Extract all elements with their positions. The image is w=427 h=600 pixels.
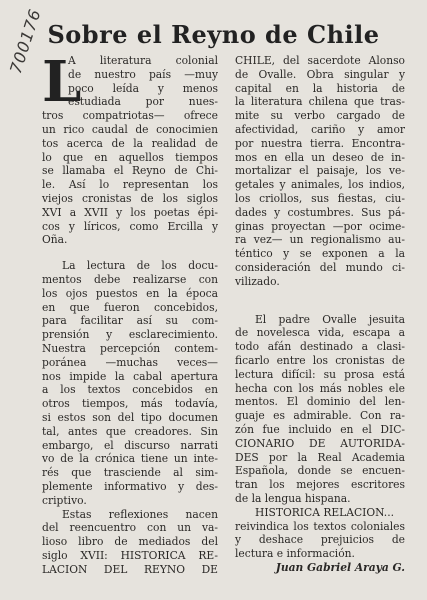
text-line: ficarlo entre los cronistas de (235, 353, 405, 367)
text-line: poco leída y menos (68, 81, 218, 95)
text-line: estudiada por nues- (68, 95, 218, 109)
text-line: Española, donde se encuen- (235, 464, 405, 478)
text-line: a los textos concebidos en (42, 383, 218, 397)
text-line: DES por la Real Academia (235, 450, 405, 464)
text-line: CIONARIO DE AUTORIDA- (235, 436, 405, 450)
text-line: guaje es admirable. Con ra- (235, 409, 405, 423)
text-line: La lectura de los docu- (62, 259, 218, 273)
text-line: mentos debe realizarse con (42, 272, 218, 286)
text-line: ra vez— un regionalismo au- (235, 233, 405, 247)
text-line: consideración del mundo ci- (235, 260, 405, 274)
drop-cap: L (42, 49, 82, 115)
text-line: Nuestra percepción contem- (42, 341, 218, 355)
text-line: lioso libro de mediados del (42, 535, 218, 549)
text-line: zón fue incluido en el DIC- (235, 422, 405, 436)
text-line: otros tiempos, más todavía, (42, 397, 218, 411)
text-line: siglo XVII: HISTORICA RE- (42, 548, 218, 562)
text-line: y deshace prejuicios de (235, 533, 405, 547)
text-line: los criollos, sus fiestas, ciu- (235, 191, 405, 205)
text-line: capital en la historia de (235, 81, 405, 95)
text-line: un rico caudal de conocimien (42, 122, 218, 136)
text-line: mentos. El dominio del len- (235, 395, 405, 409)
text-line: para facilitar así su com- (42, 314, 218, 328)
text-line: ginas proyectan —por ocime- (235, 219, 405, 233)
paragraph-gap (42, 247, 218, 259)
text-line: viejos cronistas de los siglos (42, 191, 218, 205)
paragraph-gap (235, 289, 405, 301)
text-line: tal, antes que creadores. Sin (42, 424, 218, 438)
article-headline: Sobre el Reyno de Chile (47, 20, 380, 49)
text-line: afectividad, cariño y amor (235, 122, 405, 136)
text-line: de novelesca vida, escapa a (235, 326, 405, 340)
text-line: lo que en aquellos tiempos (42, 150, 218, 164)
text-line: tos acerca de la realidad de (42, 136, 218, 150)
text-line: los ojos puestos en la época (42, 286, 218, 300)
text-line: poránea —muchas veces— (42, 355, 218, 369)
text-line: El padre Ovalle jesuita (255, 312, 405, 326)
handwritten-annotation: 700176 (6, 6, 45, 76)
text-line: en que fueron concebidos, (42, 300, 218, 314)
text-line: lectura difícil: su prosa está (235, 367, 405, 381)
text-line: Oña. (42, 233, 68, 247)
text-line: todo afán destinado a clasi- (235, 340, 405, 354)
text-line: vo de la crónica tiene un inte- (42, 452, 218, 466)
text-line: mortalizar el paisaje, los ve- (235, 164, 405, 178)
author-signature: Juan Gabriel Araya G. (275, 560, 405, 574)
article-column-2 (235, 54, 405, 575)
paragraph-gap (235, 301, 405, 313)
text-line: embargo, el discurso narrati (42, 438, 218, 452)
text-line: le. Así lo representan los (42, 178, 218, 192)
text-line: de la lengua hispana. (235, 491, 351, 505)
text-line: de Ovalle. Obra singular y (235, 67, 405, 81)
text-line: mite su verbo cargado de (235, 109, 405, 123)
text-line: nos impide la cabal apertura (42, 369, 218, 383)
text-line: getales y animales, los indios, (235, 178, 405, 192)
text-line: CHILE, del sacerdote Alonso (235, 54, 405, 67)
text-line: LACION DEL REYNO DE (42, 562, 218, 576)
text-line: XVI a XVII y los poetas épi- (42, 205, 218, 219)
text-line: vilizado. (235, 274, 280, 288)
text-line: Estas reflexiones nacen (62, 507, 218, 521)
text-line: la literatura chilena que tras- (235, 95, 405, 109)
text-line: del reencuentro con un va- (42, 521, 218, 535)
text-line: dades y costumbres. Sus pá- (235, 205, 405, 219)
text-line: tros compatriotas— ofrece (42, 109, 218, 123)
text-line: criptivo. (42, 493, 87, 507)
text-line: prensión y esclarecimiento. (42, 328, 218, 342)
text-line: plemente informativo y des- (42, 479, 218, 493)
text-line: mos en ella un deseo de in- (235, 150, 405, 164)
text-line: se llamaba el Reyno de Chi- (42, 164, 218, 178)
text-line: si estos son del tipo documen (42, 410, 218, 424)
text-line: reivindica los textos coloniales (235, 519, 405, 533)
text-line: téntico y se exponen a la (235, 247, 405, 261)
text-line: hecha con los más nobles ele (235, 381, 405, 395)
text-line: rés que trasciende al sim- (42, 466, 218, 480)
text-line: HISTORICA RELACION... (255, 505, 394, 519)
text-line: por nuestra tierra. Encontra- (235, 136, 405, 150)
text-line: lectura e información. (235, 547, 355, 561)
text-line: de nuestro país —muy (68, 67, 218, 81)
text-line: cos y líricos, como Ercilla y (42, 219, 218, 233)
text-line: tran los mejores escritores (235, 478, 405, 492)
article-column-1 (42, 49, 218, 576)
text-line: A literatura colonial (68, 54, 218, 67)
